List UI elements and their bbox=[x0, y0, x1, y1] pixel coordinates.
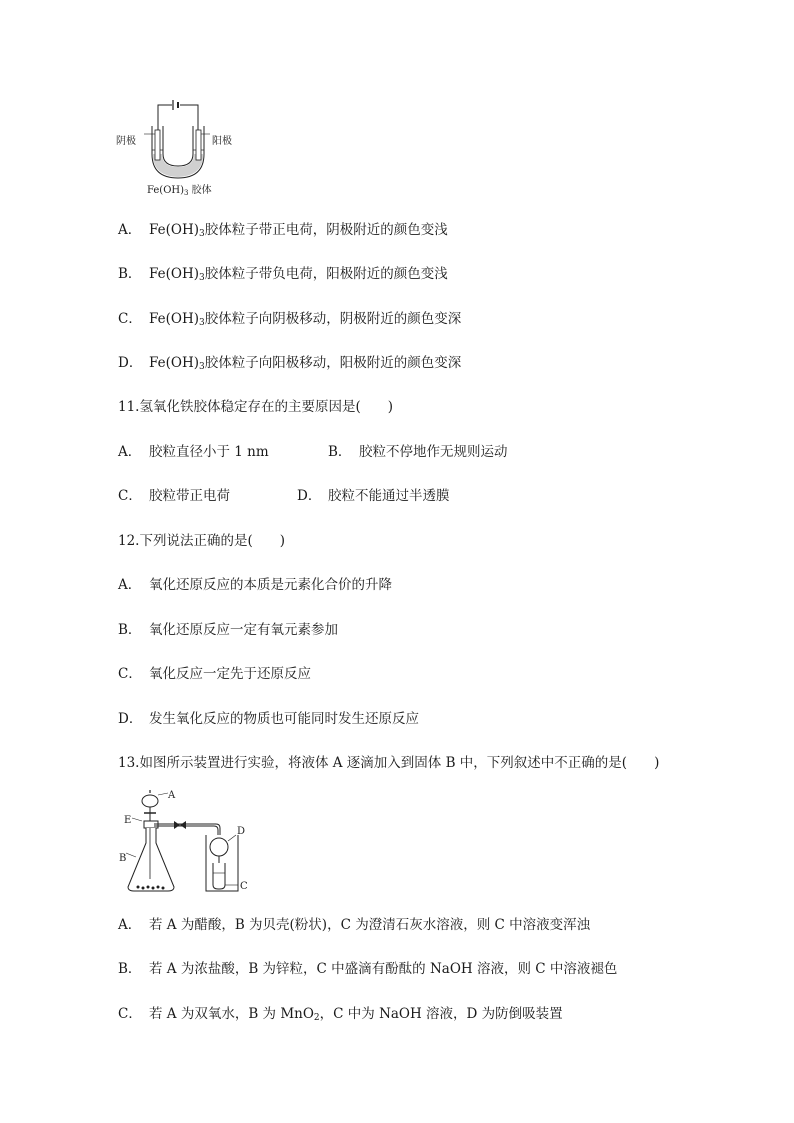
q13-option-a: A． 若 A 为醋酸，B 为贝壳(粉状)，C 为澄清石灰水溶液，则 C 中溶液变浑浊 bbox=[118, 917, 591, 933]
label-d: D bbox=[237, 826, 246, 837]
label-a: A bbox=[168, 790, 176, 801]
q12-option-b: B． 氧化还原反应一定有氧元素参加 bbox=[118, 622, 338, 638]
q10-option-a: A． $Fe(OH)_3$胶体粒子带正电荷，阴极附近的颜色变浅 bbox=[118, 222, 448, 239]
q11-option-c: C． 胶粒带正电荷 bbox=[118, 488, 230, 504]
q13-option-b: B． 若 A 为浓盐酸，B 为锌粒，C 中盛滴有酚酞的 NaOH 溶液，则 C 中溶液褪色 bbox=[118, 961, 618, 977]
label-b: B bbox=[119, 853, 127, 864]
q11-option-d: D． 胶粒不能通过半透膜 bbox=[297, 488, 450, 504]
q12-option-d: D． 发生氧化反应的物质也可能同时发生还原反应 bbox=[118, 711, 419, 727]
colloid-caption: $Fe(OH)_3$ 胶体 bbox=[147, 185, 212, 197]
q11-option-b: B． 胶粒不停地作无规则运动 bbox=[328, 444, 508, 460]
q13-stem: 13.如图所示装置进行实验，将液体 A 逐滴加入到固体 B 中，下列叙述中不正确的是( ) bbox=[118, 755, 660, 771]
q11-stem: 11.氢氧化铁胶体稳定存在的主要原因是( ) bbox=[118, 399, 394, 415]
q13-option-c: C． 若 A 为双氧水，B 为 MnO$_2$，C 中为 NaOH 溶液，D 为防倒吸装置 bbox=[118, 1006, 563, 1023]
q11-option-a: A． 胶粒直径小于 1 nm bbox=[118, 444, 269, 460]
q10-option-d: D． $Fe(OH)_3$胶体粒子向阳极移动，阳极附近的颜色变深 bbox=[118, 355, 462, 372]
q10-option-b: B． $Fe(OH)_3$胶体粒子带负电荷，阳极附近的颜色变浅 bbox=[118, 266, 448, 283]
q12-option-a: A． 氧化还原反应的本质是元素化合价的升降 bbox=[118, 577, 392, 593]
q10-option-c: C． $Fe(OH)_3$胶体粒子向阴极移动，阴极附近的颜色变深 bbox=[118, 311, 462, 328]
label-c: C bbox=[240, 881, 248, 892]
q12-option-c: C． 氧化反应一定先于还原反应 bbox=[118, 666, 311, 682]
label-e: E bbox=[124, 815, 132, 826]
anode-label: 阳极 bbox=[212, 136, 232, 147]
cathode-label: 阴极 bbox=[116, 136, 136, 147]
gas-apparatus-figure bbox=[116, 787, 266, 897]
electrophoresis-figure bbox=[110, 96, 250, 200]
q12-stem: 12.下列说法正确的是( ) bbox=[118, 533, 286, 549]
